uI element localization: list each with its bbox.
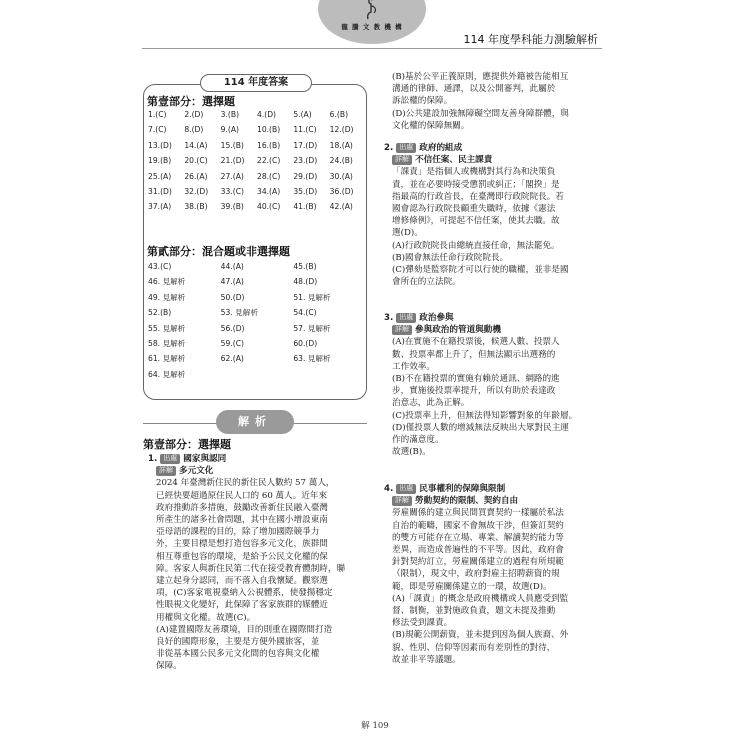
answer-item: 17.(D)	[293, 140, 318, 150]
body-line: 差異，而造成普遍性的不平等。因此，政府會	[392, 545, 564, 556]
option-line: 修法受到課責。	[392, 618, 453, 629]
seal-text: 龍 騰 文 教 機 構	[341, 23, 403, 31]
option-line: 故並非平等議題。	[392, 654, 461, 665]
question-4-concept	[392, 495, 610, 507]
body-line: 國會認為行政院長顧重失職時，依據《憲法	[392, 204, 556, 215]
option-line: 工作效率。	[392, 361, 435, 372]
option-line: (C)彈劾是監察院才可以行使的職權，並非是國	[392, 265, 569, 276]
answer-item: 20.(C)	[184, 156, 208, 166]
answer-item: 40.(C)	[256, 202, 281, 212]
source-topic: 國家與認同	[183, 454, 227, 464]
answer-item: 13.(D)	[148, 140, 172, 150]
answer-item: 55. 見解析	[148, 323, 186, 333]
body-line: 「課責」是指個人或機構對其行為和決策負	[392, 167, 556, 178]
body-line: 相互尊重包容的環境，是給予公民文化權的保	[156, 551, 328, 562]
source-tag: 出處	[396, 143, 416, 153]
question-3-concept	[392, 324, 610, 336]
answer-item: 60.(D)	[293, 338, 318, 348]
answer-item: 11.(C)	[293, 125, 317, 135]
source-topic: 民事權利的保障與限制	[419, 484, 506, 494]
option-line: (B)不在籍投票的實施有賴於通訊、網路的進	[392, 374, 560, 385]
answer-item: 28.(C)	[256, 171, 281, 181]
answer-item: 56.(D)	[220, 323, 245, 333]
answer-item: 16.(B)	[256, 140, 281, 150]
body-line: 所產生的諸多社會問題，其中在國小增設東南	[156, 515, 328, 526]
option-line: 督、制衡，並對施政負責，題文未提及推動	[392, 606, 556, 617]
option-line: 步，實施後投票率提升，所以有助於表達政	[392, 386, 556, 397]
option-line: 非從基本國公民多元文化間的包容與文化權	[156, 649, 320, 660]
body-line: 勞雇關係的建立與民間買賣契約一樣屬於私法	[392, 508, 564, 519]
question-1-analysis	[148, 453, 370, 673]
body-line: 障。客家人與新住民第二代在接受教育體制時，聯	[156, 563, 346, 574]
body-line: 自治的範疇，國家不會無故干涉，但簽訂契約	[392, 520, 564, 531]
option-line: (A)在實施不在籍投票後，候選人數、投票人	[392, 337, 560, 348]
publisher-seal	[318, 0, 426, 44]
answer-item: 21.(D)	[220, 156, 245, 166]
option-line: (B)基於公平正義原則，應提供外籍被告能相互	[392, 72, 569, 82]
answer-item: 19.(B)	[148, 156, 172, 166]
question-2-analysis	[384, 142, 610, 288]
body-line: 性眼視文化變好，此保障了客家族群的媒體近	[156, 600, 328, 611]
body-line: 範，即是勞雇關係建立的一環，故選(D)。	[392, 581, 552, 592]
question-2-body	[392, 166, 610, 239]
question-4-body	[392, 507, 610, 592]
answer-item: 34.(A)	[256, 186, 281, 196]
answer-item: 61. 見解析	[148, 354, 186, 364]
crane-logo-icon	[362, 0, 382, 20]
question-1-body	[156, 477, 370, 623]
answer-item: 8.(D)	[184, 125, 204, 135]
body-line: 已經快要超過原住民人口的 60 萬人。近年來	[156, 490, 328, 501]
body-line: 2024 年臺灣新住民的新住民人數約 57 萬人，	[156, 478, 335, 489]
answer-item: 49. 見解析	[148, 292, 186, 302]
answer-item: 45.(B)	[293, 262, 317, 271]
analysis-banner: 解析	[216, 410, 294, 434]
question-4-options	[392, 593, 610, 666]
answer-item: 43.(C)	[148, 262, 172, 271]
concept-text: 勞動契約的限制、契約自由	[415, 496, 519, 507]
concept-text: 參與政治的管道與動機	[415, 325, 501, 336]
answer-item: 59.(C)	[220, 338, 244, 348]
answer-item: 2.(D)	[184, 110, 204, 119]
question-2-source	[384, 142, 610, 154]
answer-item: 27.(A)	[220, 171, 244, 181]
answer-item: 62.(A)	[220, 354, 244, 364]
option-line: (A)建置國際友善環境，目的則重在國際間打造	[156, 624, 333, 635]
answer-item: 29.(D)	[293, 171, 318, 181]
answer-item: 44.(A)	[220, 262, 244, 271]
answer-item: 37.(A)	[148, 202, 172, 212]
header-rule	[142, 48, 602, 49]
answer-item: 33.(C)	[220, 186, 244, 196]
question-4-analysis	[384, 483, 610, 666]
concept-tag: 詳解	[392, 325, 412, 335]
question-1-source	[148, 453, 370, 465]
concept-tag: 詳解	[392, 155, 412, 165]
question-1-remaining-options	[392, 71, 610, 132]
body-line: 針對契約訂立，勞雇關係建立的過程有所規範	[392, 557, 564, 568]
option-line: (C)投票率上升，但無法得知影響對象的年齡層。	[392, 410, 578, 421]
option-line: 訴訟權的保障。	[392, 96, 453, 107]
answer-key-title: 114 年度答案	[200, 74, 312, 92]
option-line: 良好的國際形象，主要是方便外國旅客，並	[156, 637, 320, 648]
option-line: 文化權的保障無關。	[392, 120, 470, 131]
concept-tag: 詳解	[156, 466, 176, 476]
question-number: 2.	[384, 143, 394, 153]
option-line: (A)行政院院長由總統直接任命，無法罷免。	[392, 240, 560, 251]
body-line: 用權與文化權。故選(C)。	[156, 612, 256, 623]
answer-item: 47.(A)	[220, 277, 244, 287]
body-line: 增修條例》，可提起不信任案，使其去職。故	[392, 216, 560, 227]
option-line: (B)規範公開薪資，並未提到因為個人族裔、外	[392, 630, 569, 641]
answer-item: 54.(C)	[293, 308, 317, 318]
question-number: 1.	[148, 454, 158, 464]
option-line: 會所在的立法院。	[392, 277, 461, 288]
option-line: 溝通的律師、通譯，以及公開審判，此屬於	[392, 84, 556, 95]
page-number: 解 109	[361, 721, 389, 731]
answer-item: 9.(A)	[220, 125, 240, 135]
body-line: 建立起身分認同，而不落入自我懷疑。觀察選	[156, 576, 328, 587]
question-number: 3.	[384, 313, 394, 323]
running-header-title: 114 年度學科能力測驗解析	[463, 33, 598, 46]
concept-tag: 詳解	[392, 496, 412, 506]
body-line: 選(D)。	[392, 228, 423, 239]
answer-item: 63. 見解析	[293, 354, 331, 364]
source-tag: 出處	[396, 313, 416, 323]
body-line: 的雙方可能存在立場、專業、解讀契約能力等	[392, 532, 564, 543]
question-1-options-continued	[384, 71, 610, 132]
answer-item: 10.(B)	[256, 125, 281, 135]
body-line: 外，主要目標是想打造包容多元文化，族群間	[156, 539, 328, 550]
question-3-options	[392, 336, 610, 458]
multiple-choice-answers	[148, 110, 366, 213]
body-line: 亞母語的課程的目的，除了增加國際競爭力	[156, 527, 320, 538]
question-2-concept	[392, 154, 610, 166]
answer-item: 31.(D)	[148, 186, 172, 196]
answer-item: 23.(D)	[293, 156, 318, 166]
answer-item: 26.(A)	[184, 171, 208, 181]
option-line: 作的滿意度。	[392, 435, 444, 446]
source-tag: 出處	[160, 454, 180, 464]
part2-title: 第貳部分：混合題或非選擇題	[147, 245, 290, 258]
source-topic: 政治參與	[419, 313, 454, 323]
answer-item: 42.(A)	[329, 202, 353, 212]
body-line: 項，(C)客家電視臺納入公視體系，使發揚穩定	[156, 588, 333, 599]
concept-text: 不信任案、民主課責	[415, 155, 493, 166]
answer-item: 57. 見解析	[293, 323, 331, 333]
question-1-options	[156, 624, 370, 673]
option-line: 數、投票率都上升了，但無法顯示出選務的	[392, 349, 556, 360]
answer-item: 53. 見解析	[220, 308, 258, 318]
body-line: 政府推動許多措施，鼓勵改善新住民融入臺灣	[156, 502, 328, 513]
question-1-concept	[156, 465, 370, 477]
source-tag: 出處	[396, 484, 416, 494]
section-title: 第壹部分：選擇題	[143, 438, 231, 451]
question-4-source	[384, 483, 610, 495]
answer-item: 15.(B)	[220, 140, 244, 150]
source-topic: 政府的組成	[419, 143, 463, 153]
answer-item: 7.(C)	[148, 125, 167, 135]
answer-item: 22.(C)	[256, 156, 281, 166]
answer-item: 18.(A)	[329, 140, 353, 150]
question-3-analysis	[384, 312, 610, 458]
option-line: (A)「課責」的概念是政府機構或人員應受到監	[392, 593, 569, 604]
option-line: 貌、性別、信仰等因素而有差別性的對待，	[392, 642, 556, 653]
answer-item: 41.(B)	[293, 202, 317, 212]
answer-item: 30.(A)	[329, 171, 353, 181]
answer-item: 4.(D)	[256, 110, 277, 119]
answer-item: 64. 見解析	[148, 369, 186, 379]
question-2-options	[392, 240, 610, 289]
concept-text: 多元文化	[179, 466, 214, 477]
answer-item: 5.(A)	[293, 110, 312, 119]
question-3-source	[384, 312, 610, 324]
answer-item: 32.(D)	[184, 186, 209, 196]
answer-item: 51. 見解析	[293, 292, 331, 302]
option-line: 保障。	[156, 661, 182, 672]
option-line: (D)僅投票人數的增減無法反映出大眾對民主運	[392, 422, 569, 433]
answer-item: 52.(B)	[148, 308, 172, 318]
answer-item: 12.(D)	[329, 125, 354, 135]
answer-item: 1.(C)	[148, 110, 167, 119]
answer-item: 14.(A)	[184, 140, 208, 150]
answer-item: 3.(B)	[220, 110, 240, 119]
mixed-question-answers	[148, 262, 366, 380]
body-line: 責，並在必要時接受懲罰或糾正；「閣揆」是	[392, 179, 560, 190]
answer-item: 25.(A)	[148, 171, 172, 181]
answer-item: 38.(B)	[184, 202, 208, 212]
answer-item: 24.(B)	[329, 156, 353, 166]
option-line: (B)國會無法任命行政院院長。	[392, 252, 509, 263]
answer-item: 50.(D)	[220, 292, 245, 302]
answer-item: 39.(B)	[220, 202, 244, 212]
option-line: 治意志，此為正解。	[392, 398, 470, 409]
option-line: (D)公共建設加強無障礙空間友善身障群體，與	[392, 108, 569, 119]
answer-item: 46. 見解析	[148, 277, 186, 287]
option-line: 故選(B)。	[392, 447, 431, 458]
body-line: 指最高的行政首長，在臺灣即行政院院長。若	[392, 191, 564, 202]
question-number: 4.	[384, 484, 394, 494]
part1-title: 第壹部分：選擇題	[147, 95, 235, 108]
answer-item: 58. 見解析	[148, 338, 186, 348]
answer-item: 35.(D)	[293, 186, 318, 196]
answer-item: 36.(D)	[329, 186, 354, 196]
body-line: （限制），現文中，政府對雇主招聘薪資的規	[392, 569, 560, 580]
answer-item: 6.(B)	[329, 110, 349, 119]
answer-item: 48.(D)	[293, 277, 318, 287]
